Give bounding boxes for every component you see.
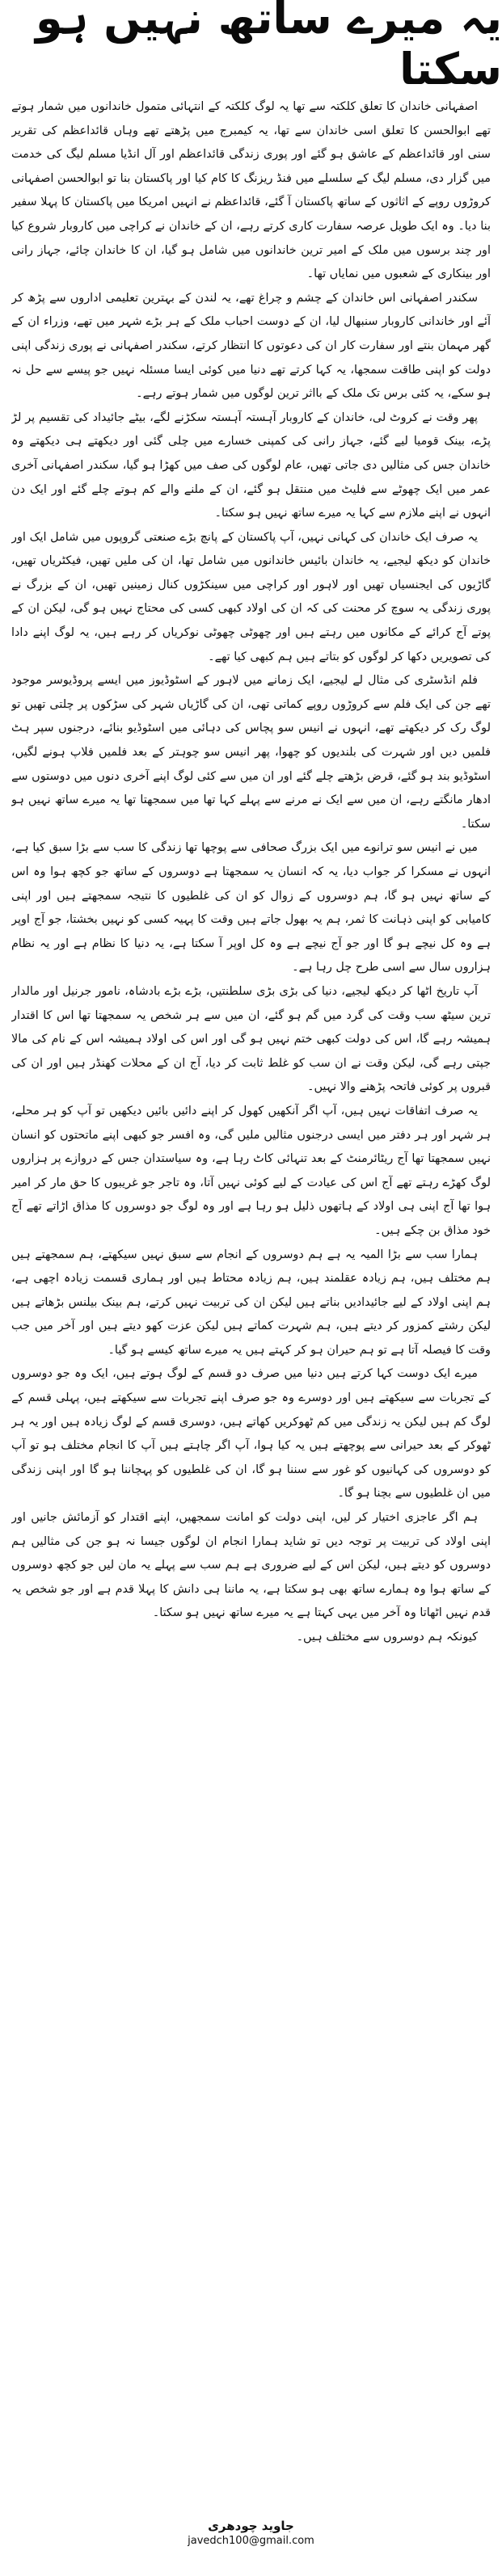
author-email[interactable]: javedch100@gmail.com: [188, 2534, 314, 2547]
paragraph: یہ صرف ایک خاندان کی کہانی نہیں، آپ پاکستان کے پانچ بڑے صنعتی گروپوں میں شامل ایک اور خاندان کو دیکھ لیجیے، یہ خاندان بائیس خاندانوں میں شامل تھا، ان کی ملیں تھیں، فیکٹریاں تھیں، گاڑیوں کی ایجنسیاں تھیں اور لاہور اور کراچی میں سینکڑوں کنال زمینیں تھیں، ان کے بزرگ نے پوری زندگی یہ سوچ کر محنت کی کہ ان کی اولاد کبھی کسی کی محتاج نہیں ہو گی، لیکن ان کے پوتے آج کرائے کے مکانوں میں رہتے ہیں اور چھوٹی چھوٹی نوکریاں کر رہے ہیں، یہ لوگ اپنے دادا کی تصویریں دکھا کر لوگوں کو بتاتے ہیں ہم کبھی کیا تھے۔: [11, 530, 491, 663]
column-body: [11, 95, 491, 2503]
paragraph: میرے ایک دوست کہا کرتے ہیں دنیا میں صرف دو قسم کے لوگ ہوتے ہیں، ایک وہ جو دوسروں کے تجربات سے سیکھتے ہیں اور دوسرے وہ جو صرف اپنے تجربات سے سیکھتے ہیں، پہلی قسم کے لوگ کم ہیں لیکن یہ زندگی میں کم ٹھوکریں کھاتے ہیں، دوسری قسم کے لوگ زیادہ ہیں اور یہ ہر ٹھوکر کے بعد حیرانی سے پوچھتے ہیں یہ کیا ہوا، آپ اگر چاہتے ہیں آپ کا انجام مختلف ہو تو آپ کو دوسروں کی کہانیوں کو غور سے سننا ہو گا، ان کی غلطیوں کو پہچاننا ہو گا اور اپنی زندگی میں ان غلطیوں سے بچنا ہو گا۔: [11, 1367, 491, 1501]
paragraph: آپ تاریخ اٹھا کر دیکھ لیجیے، دنیا کی بڑی بڑی سلطنتیں، بڑے بڑے بادشاہ، نامور جرنیل اور مالدار ترین سیٹھ سب وقت کی گرد میں گم ہو گئے، ان میں سے ہر شخص یہ سمجھتا تھا اس کا اقتدار ہمیشہ رہے گا، اس کی دولت کبھی ختم نہیں ہو گی اور اس کی اولاد ہمیشہ اس کے نام کی مالا جپتی رہے گی، لیکن وقت نے ان سب کو غلط ثابت کر دیا، آج ان کے محلات کھنڈر ہیں اور ان کی قبروں پر کوئی فاتحہ پڑھنے والا نہیں۔: [11, 984, 491, 1094]
paragraph: پھر وقت نے کروٹ لی، خاندان کے کاروبار آہستہ آہستہ سکڑنے لگے، بیٹے جائیداد کی تقسیم پر لڑ پڑے، بینک قومیا لیے گئے، جہاز رانی کی کمپنی خسارے میں چلی گئی اور دیکھتے ہی دیکھتے وہ خاندان جس کی مثالیں دی جاتی تھیں، عام لوگوں کی صف میں کھڑا ہو گیا، سکندر اصفہانی آخری عمر میں ایک چھوٹے سے فلیٹ میں منتقل ہو گئے، ان کے ملنے والے کم ہوتے چلے گئے اور ایک دن انہوں نے اپنے ملازم سے کہا یہ میرے ساتھ نہیں ہو سکتا۔: [11, 410, 491, 520]
paragraph: یہ صرف اتفاقات نہیں ہیں، آپ اگر آنکھیں کھول کر اپنے دائیں بائیں دیکھیں تو آپ کو ہر محلے، ہر شہر اور ہر دفتر میں ایسی درجنوں مثالیں ملیں گی، وہ افسر جو کبھی اپنے ماتحتوں کو انسان نہیں سمجھتا تھا آج ریٹائرمنٹ کے بعد تنہائی کاٹ رہا ہے، وہ سیاستدان جس کے دروازے پر ہزاروں لوگ کھڑے رہتے تھے آج اس کی عیادت کے لیے کوئی نہیں آتا، وہ تاجر جو غریبوں کا حق مار کر امیر ہوا تھا آج اپنی ہی اولاد کے ہاتھوں ذلیل ہو رہا ہے اور وہ لوگ جو دوسروں کا مذاق اڑاتے تھے آج خود مذاق بن چکے ہیں۔: [11, 1104, 491, 1237]
author-name: جاوید چودھری: [208, 2518, 294, 2533]
paragraph: ہمارا سب سے بڑا المیہ یہ ہے ہم دوسروں کے انجام سے سبق نہیں سیکھتے، ہم سمجھتے ہیں ہم مختلف ہیں، ہم زیادہ عقلمند ہیں، ہم زیادہ محتاط ہیں اور ہماری قسمت زیادہ اچھی ہے، ہم اپنی اولاد کے لیے جائیدادیں بناتے ہیں لیکن ان کی تربیت نہیں کرتے، ہم بینک بیلنس بڑھاتے ہیں لیکن رشتے کمزور کر دیتے ہیں، ہم شہرت کماتے ہیں لیکن عزت کھو دیتے ہیں اور آخر میں جب وقت کا فیصلہ آتا ہے تو ہم حیران ہو کر کہتے ہیں یہ میرے ساتھ کیسے ہو گیا۔: [11, 1248, 491, 1357]
column-headline: یہ میرے ساتھ نہیں ہو سکتا: [35, 0, 502, 95]
paragraph: فلم انڈسٹری کی مثال لے لیجیے، ایک زمانے میں لاہور کے اسٹوڈیوز میں ایسے پروڈیوسر موجود تھے جن کی ایک فلم سے کروڑوں روپے کماتی تھی، ان کی گاڑیاں شہر کی سڑکوں پر چلتی تھیں تو لوگ رک کر دیکھتے تھے، انہوں نے انیس سو پچاس کی دہائی میں اسٹوڈیو بنائے، درجنوں سپر ہٹ فلمیں دیں اور شہرت کی بلندیوں کو چھوا، پھر انیس سو چوہتر کے بعد فلمیں فلاپ ہونے لگیں، اسٹوڈیو بند ہو گئے، قرض بڑھتے چلے گئے اور ان میں سے کئی لوگ اپنے آخری دنوں میں دوستوں سے ادھار مانگتے رہے، ان میں سے ایک نے مرنے سے پہلے کہا تھا میں سمجھتا تھا یہ میرے ساتھ نہیں ہو سکتا۔: [11, 674, 491, 831]
paragraph: ہم اگر عاجزی اختیار کر لیں، اپنی دولت کو امانت سمجھیں، اپنے اقتدار کو آزمائش جانیں اور اپنی اولاد کی تربیت پر توجہ دیں تو شاید ہمارا انجام ان لوگوں جیسا نہ ہو جن کی مثالیں ہم دوسروں کو دیتے ہیں، لیکن اس کے لیے ضروری ہے ہم سب سے پہلے یہ مان لیں جو کچھ دوسروں کے ساتھ ہوا وہ ہمارے ساتھ بھی ہو سکتا ہے، یہ ماننا ہی دانش کا پہلا قدم ہے اور جو شخص یہ قدم نہیں اٹھاتا وہ آخر میں یہی کہتا ہے یہ میرے ساتھ نہیں ہو سکتا۔: [11, 1511, 491, 1620]
paragraph: سکندر اصفہانی اس خاندان کے چشم و چراغ تھے، یہ لندن کے بہترین تعلیمی اداروں سے پڑھ کر آئے اور خاندانی کاروبار سنبھال لیا، ان کے دوست احباب ملک کے ہر بڑے شہر میں تھے، وزراء ان کے گھر مہمان بنتے اور سفارت کار ان کی دعوتوں کا انتظار کرتے، سکندر اصفہانی نے پوری زندگی اپنی دولت کو اپنی طاقت سمجھا، یہ کہا کرتے تھے دنیا میں کوئی ایسا مسئلہ نہیں جو پیسے سے حل نہ ہو سکے، یہ کئی برس تک ملک کے بااثر ترین لوگوں میں شمار ہوتے رہے۔: [11, 291, 491, 401]
byline: [0, 2516, 502, 2549]
closing-line: کیونکہ ہم دوسروں سے مختلف ہیں۔: [296, 1631, 478, 1644]
paragraph: میں نے انیس سو ترانوے میں ایک بزرگ صحافی سے پوچھا تھا زندگی کا سب سے بڑا سبق کیا ہے، انہوں نے مسکرا کر جواب دیا، یہ کہ انسان یہ سمجھتا ہے دوسروں کے ساتھ جو کچھ ہوا وہ اس کے ساتھ نہیں ہو گا، ہم دوسروں کے زوال کو ان کی غلطیوں کا نتیجہ سمجھتے ہیں اور اپنی کامیابی کو اپنی ذہانت کا ثمر، ہم یہ بھول جاتے ہیں وقت کا پہیہ کسی کو نہیں بخشتا، جو آج اوپر ہے وہ کل نیچے ہو گا اور جو آج نیچے ہے وہ کل اوپر آ سکتا ہے، یہ دنیا کا نظام ہے اور یہ نظام ہزاروں سال سے اسی طرح چل رہا ہے۔: [11, 841, 491, 974]
paragraph: اصفہانی خاندان کا تعلق کلکتہ سے تھا یہ لوگ کلکتہ کے انتہائی متمول خاندانوں میں شمار ہوتے تھے ابوالحسن کا تعلق اسی خاندان سے تھا، یہ کیمبرج میں پڑھتے تھے وہاں قائداعظم کی تقریر سنی اور قائداعظم کے عاشق ہو گئے اور پوری زندگی قائداعظم اور آل انڈیا مسلم لیگ کی خدمت میں گزار دی، مسلم لیگ کے سلسلے میں فنڈ ریزنگ کا کام کیا اور پاکستان بنا تو ابوالحسن اصفہانی کروڑوں روپے کے اثاثوں کے ساتھ پاکستان آ گئے، قائداعظم نے انہیں امریکا میں پاکستان کا پہلا سفیر بنا دیا۔ وہ ایک طویل عرصہ سفارت کاری کرتے رہے، ان کے خاندان نے کراچی میں کاروبار شروع کیا اور چند برسوں میں ملک کے امیر ترین خاندانوں میں شامل ہو گیا، ان کا خاندان چائے، جہاز رانی اور بینکاری کے شعبوں میں نمایاں تھا۔: [11, 100, 491, 281]
